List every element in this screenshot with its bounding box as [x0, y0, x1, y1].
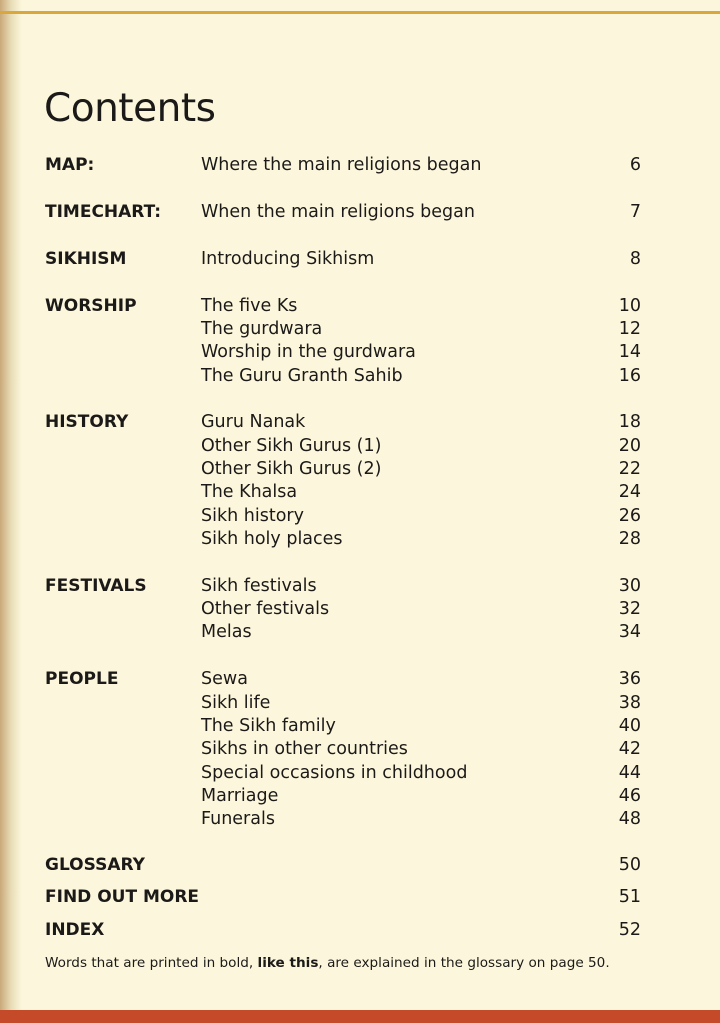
page-title: Contents	[44, 86, 216, 131]
entry-title: FIND OUT MORE	[45, 887, 200, 908]
toc-entry[interactable]	[201, 668, 641, 691]
toc-section	[45, 575, 641, 645]
toc-entry[interactable]	[201, 785, 641, 808]
toc-entry[interactable]	[201, 692, 641, 715]
entry-page: 51	[618, 887, 641, 908]
entry-title: Funerals	[201, 809, 275, 830]
toc-entry[interactable]	[201, 808, 641, 831]
entry-title: The Guru Granth Sahib	[201, 365, 403, 386]
toc-section	[45, 154, 641, 177]
table-of-contents	[45, 154, 641, 943]
section-label: SIKHISM	[45, 248, 127, 269]
toc-entry[interactable]	[201, 738, 641, 761]
toc-entry[interactable]	[201, 598, 641, 621]
entry-title: Marriage	[201, 785, 279, 806]
toc-section	[45, 295, 641, 388]
entry-page: 34	[618, 622, 641, 643]
entry-title: Sikh life	[201, 692, 271, 713]
section-label: HISTORY	[45, 412, 129, 433]
toc-entry[interactable]	[201, 715, 641, 738]
entry-title: Worship in the gurdwara	[201, 342, 416, 363]
entry-title: The gurdwara	[201, 318, 323, 339]
entry-title: Sikh history	[201, 505, 304, 526]
entry-page: 24	[618, 482, 641, 503]
toc-entry[interactable]	[201, 154, 641, 177]
entry-page: 32	[618, 599, 641, 620]
section-label: FESTIVALS	[45, 575, 147, 596]
entry-title: Other Sikh Gurus (1)	[201, 435, 382, 456]
toc-section	[45, 668, 641, 831]
entry-page: 40	[618, 715, 641, 736]
entry-page: 10	[618, 295, 641, 316]
toc-section	[45, 201, 641, 224]
section-label: MAP:	[45, 155, 95, 175]
entry-page: 42	[618, 739, 641, 760]
entry-page: 36	[618, 669, 641, 690]
footnote-text: Words that are printed in bold,	[45, 955, 258, 971]
section-label: TIMECHART:	[45, 201, 162, 222]
entry-page: 8	[629, 248, 641, 269]
entry-page: 30	[618, 575, 641, 596]
toc-entry[interactable]	[201, 458, 641, 481]
footnote	[45, 955, 610, 971]
toc-entry[interactable]	[201, 621, 641, 644]
entry-page: 6	[629, 155, 641, 175]
entry-title: Guru Nanak	[201, 412, 306, 433]
entry-page: 52	[618, 920, 641, 941]
entry-title: Sikhs in other countries	[201, 739, 408, 760]
toc-section	[45, 411, 641, 551]
toc-entry[interactable]	[45, 854, 641, 877]
book-spine-shadow	[0, 0, 22, 1023]
entry-title: The Sikh family	[201, 715, 336, 736]
toc-entry[interactable]	[201, 318, 641, 341]
bottom-band	[0, 1010, 720, 1023]
entry-title: Sewa	[201, 669, 248, 690]
section-label: PEOPLE	[45, 669, 119, 690]
entry-title: Where the main religions began	[201, 155, 482, 175]
entry-title: INDEX	[45, 920, 105, 941]
toc-entry[interactable]	[201, 365, 641, 388]
section-label: WORSHIP	[45, 295, 137, 316]
toc-entry[interactable]	[201, 295, 641, 318]
entry-title: Melas	[201, 622, 252, 643]
footnote-text-end: , are explained in the glossary on page 50.	[318, 955, 610, 971]
entry-title: When the main religions began	[201, 201, 475, 222]
entry-title: The five Ks	[201, 295, 298, 316]
entry-title: Sikh holy places	[201, 528, 343, 549]
entry-page: 48	[618, 809, 641, 830]
entry-page: 7	[629, 201, 641, 222]
entry-page: 46	[618, 785, 641, 806]
toc-entry[interactable]	[201, 435, 641, 458]
toc-entry[interactable]	[45, 886, 641, 909]
toc-section	[45, 248, 641, 271]
entry-title: Other Sikh Gurus (2)	[201, 459, 382, 480]
top-rule	[0, 11, 720, 14]
entry-page: 14	[618, 342, 641, 363]
entry-page: 22	[618, 459, 641, 480]
toc-entry[interactable]	[201, 528, 641, 551]
toc-entry[interactable]	[201, 505, 641, 528]
entry-title: Introducing Sikhism	[201, 248, 375, 269]
entry-page: 38	[618, 692, 641, 713]
toc-entry[interactable]	[201, 762, 641, 785]
entry-title: Other festivals	[201, 599, 330, 620]
toc-entry[interactable]	[45, 919, 641, 942]
toc-entry[interactable]	[201, 411, 641, 434]
entry-page: 16	[618, 365, 641, 386]
entry-page: 20	[618, 435, 641, 456]
entry-page: 12	[618, 318, 641, 339]
entry-title: Special occasions in childhood	[201, 762, 468, 783]
entry-title: Sikh festivals	[201, 575, 317, 596]
entry-title: GLOSSARY	[45, 854, 145, 875]
toc-entry[interactable]	[201, 575, 641, 598]
toc-entry[interactable]	[201, 481, 641, 504]
entry-page: 50	[618, 854, 641, 875]
footnote-bold-example: like this	[257, 955, 319, 971]
toc-entry[interactable]	[201, 248, 641, 271]
entry-page: 28	[618, 528, 641, 549]
entry-page: 26	[618, 505, 641, 526]
toc-entry[interactable]	[201, 341, 641, 364]
toc-entry[interactable]	[201, 201, 641, 224]
entry-title: The Khalsa	[201, 482, 298, 503]
entry-page: 18	[618, 412, 641, 433]
entry-page: 44	[618, 762, 641, 783]
